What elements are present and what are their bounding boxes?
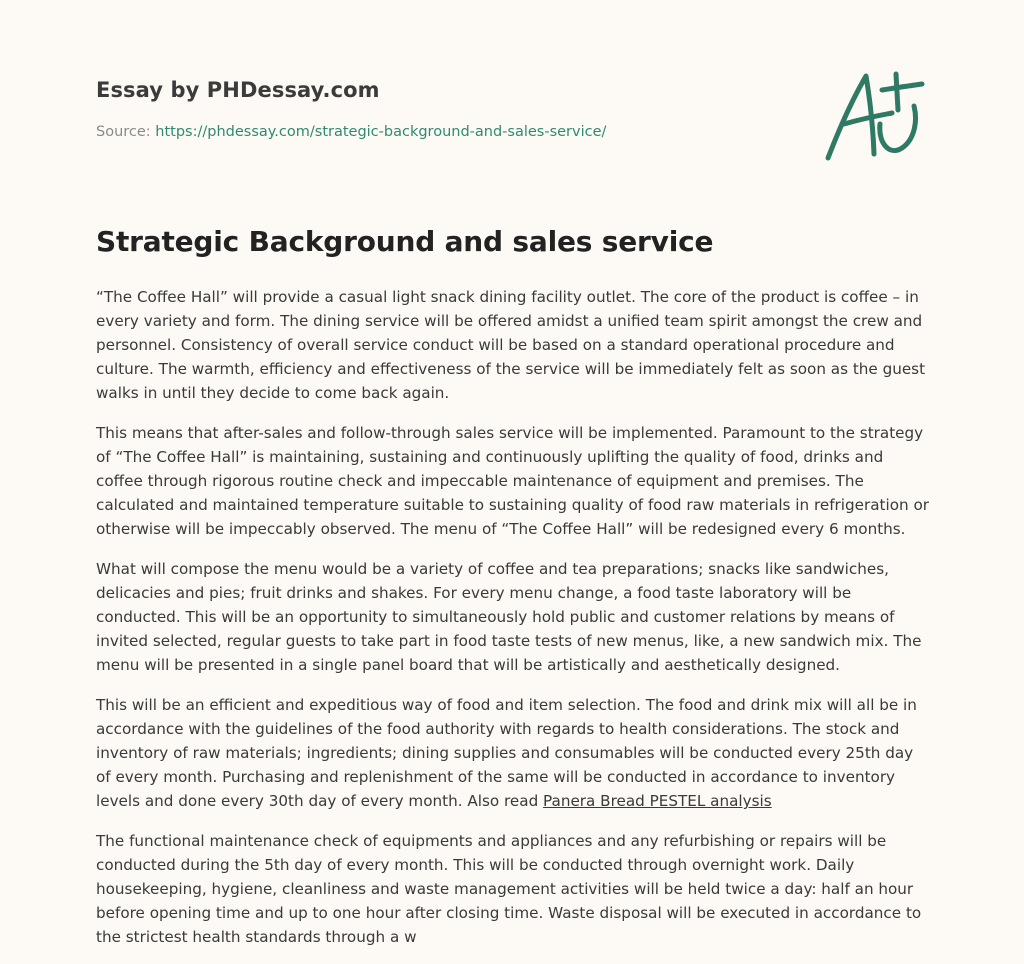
paragraph: This means that after-sales and follow-through sales service will be implemented. Paramount to the strategy of “The Coffee Hall” is maintaining, sustaining and continuously uplifting the quality of food, drinks and coffee through rigorous routine check and impeccable maintenance of equipment and premises. The calculated and maintained temperature suitable to sustaining quality of food raw materials in refrigeration or otherwise will be impeccably observed. The menu of “The Coffee Hall” will be redesigned every 6 months. — [96, 424, 930, 538]
paragraph-with-link — [96, 693, 932, 813]
paragraph-text: This will be an efficient and expeditious way of food and item selection. The food and drink mix will all be in accordance with the guidelines of the food authority with regards to health considerations. The stock and inventory of raw materials; ingredients; dining supplies and consumables will be conducted every 25th day of every month. Purchasing and replenishment of the same will be conducted in accordance to inventory levels and done every 30th day of every month. Also read — [96, 696, 917, 810]
source-label: Source: — [96, 124, 151, 140]
source-link[interactable]: https://phdessay.com/strategic-background-and-sales-service/ — [155, 124, 607, 140]
related-essay-link[interactable]: Panera Bread PESTEL analysis — [543, 792, 772, 810]
source-line — [96, 124, 606, 140]
paragraph: What will compose the menu would be a variety of coffee and tea preparations; snacks like sandwiches, delicacies and pies; fruit drinks and shakes. For every menu change, a food taste laboratory will be conducted. This will be an opportunity to simultaneously hold public and customer relations by means of invited selected, regular guests to take part in food taste tests of new menus, like, a new sandwich mix. The menu will be presented in a single panel board that will be artistically and aesthetically designed. — [96, 560, 922, 674]
site-brand: Essay by PHDessay.com — [96, 78, 380, 102]
paragraph: “The Coffee Hall” will provide a casual light snack dining facility outlet. The core of the product is coffee – in every variety and form. The dining service will be offered amidst a unified team spirit amongst the crew and personnel. Consistency of overall service conduct will be based on a standard operational procedure and culture. The warmth, efficiency and effectiveness of the service will be immediately felt as soon as the guest walks in until they decide to come back again. — [96, 288, 926, 402]
paragraph: The functional maintenance check of equipments and appliances and any refurbishing or repairs will be conducted during the 5th day of every month. This will be conducted through overnight work. Daily housekeeping, hygiene, cleanliness and waste management activities will be held twice a day: half an hour before opening time and up to one hour after closing time. Waste disposal will be executed in accordance to the strictest health standards through a w — [96, 832, 922, 946]
article-body — [96, 285, 932, 964]
a-plus-logo-icon — [818, 66, 930, 166]
article-title: Strategic Background and sales service — [96, 225, 714, 258]
